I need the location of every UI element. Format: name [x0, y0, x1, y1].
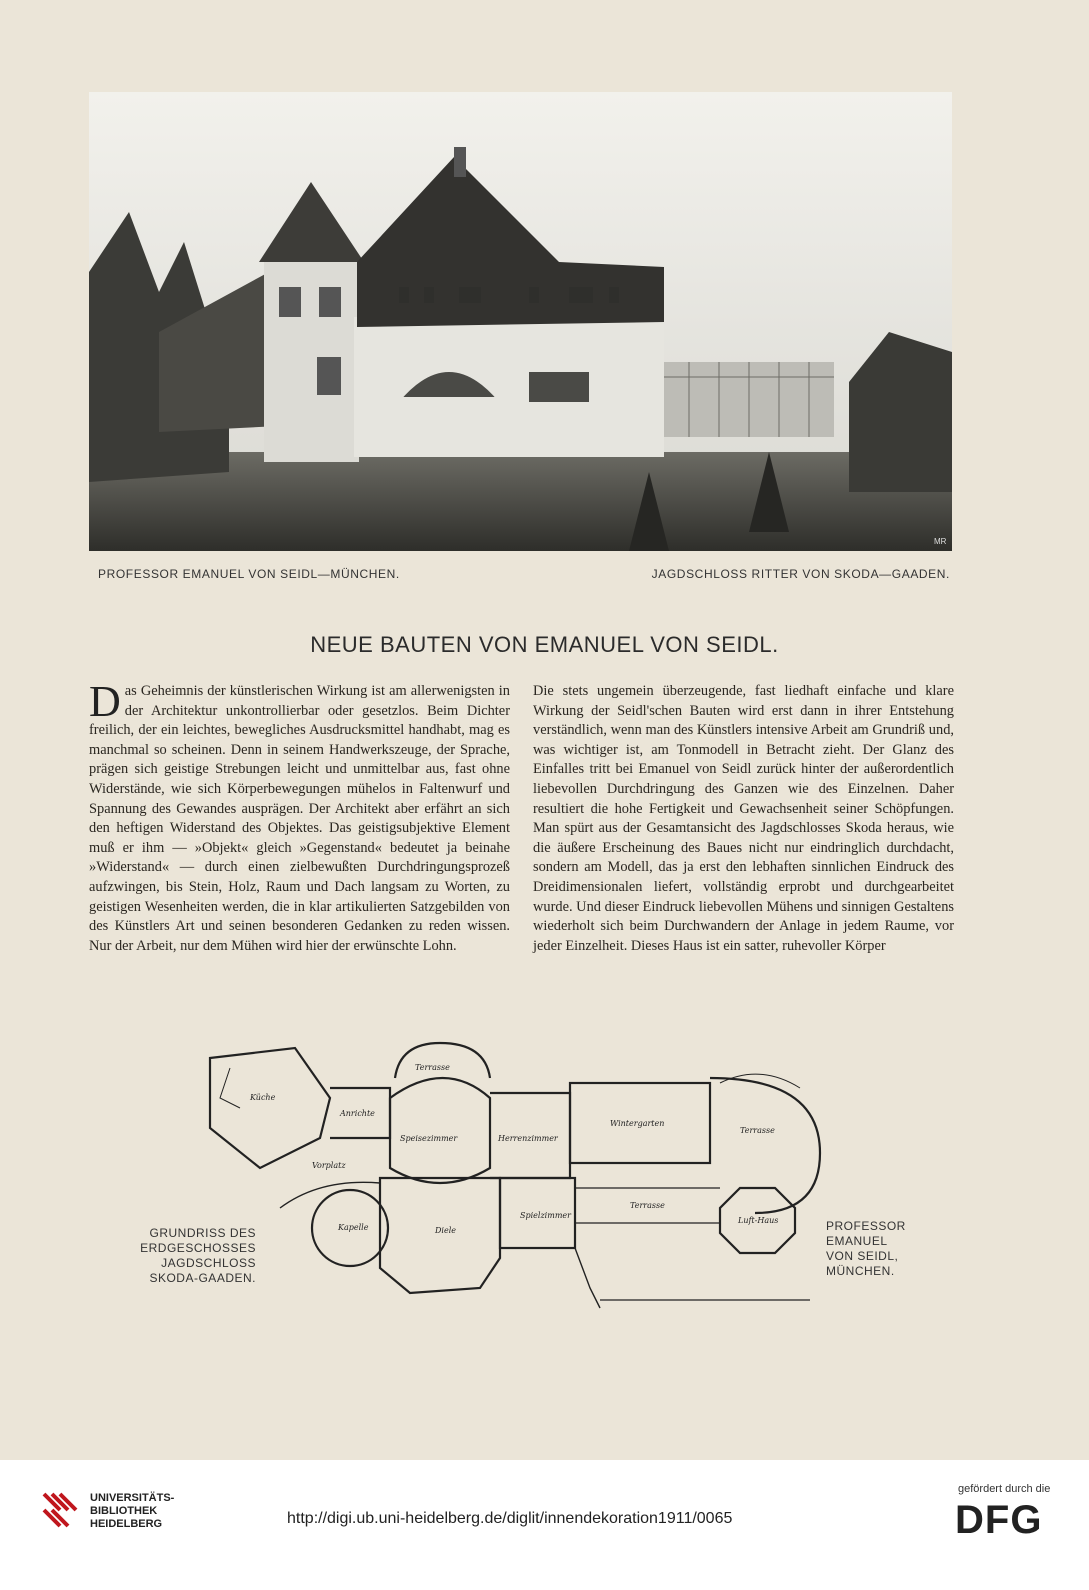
photo-monogram: MR: [934, 537, 947, 546]
label-diele: Diele: [435, 1226, 456, 1235]
caption-line: SKODA-GAADEN.: [149, 1271, 256, 1285]
floor-plan: [200, 1038, 840, 1320]
label-speisezimmer: Speisezimmer: [400, 1134, 458, 1143]
drop-cap: D: [89, 677, 121, 726]
caption-line: JAGDSCHLOSS: [161, 1256, 256, 1270]
caption-line: VON SEIDL,: [826, 1249, 899, 1263]
university-library-logo-icon: [40, 1490, 80, 1530]
article-column-left: [89, 677, 510, 956]
label-terrasse-mid: Terrasse: [630, 1201, 665, 1210]
label-kueche: Küche: [250, 1093, 276, 1102]
dfg-logo: DFG: [955, 1498, 1043, 1542]
label-herrenzimmer: Herrenzimmer: [498, 1134, 558, 1143]
digitization-footer: [0, 1460, 1089, 1590]
house-photograph: [89, 92, 952, 551]
article-title: NEUE BAUTEN VON EMANUEL VON SEIDL.: [310, 632, 779, 657]
floor-plan-caption-left: [136, 1226, 256, 1286]
label-terrasse-right: Terrasse: [740, 1126, 775, 1135]
caption-line: ERDGESCHOSSES: [140, 1241, 256, 1255]
caption-line: EMANUEL: [826, 1234, 888, 1248]
label-kapelle: Kapelle: [338, 1223, 369, 1232]
library-name: [90, 1492, 174, 1531]
label-terrasse-top: Terrasse: [415, 1063, 450, 1072]
library-name-line: HEIDELBERG: [90, 1518, 163, 1530]
caption-line: MÜNCHEN.: [826, 1264, 895, 1278]
library-name-line: BIBLIOTHEK: [90, 1505, 158, 1517]
label-lufthaus: Luft-Haus: [738, 1216, 779, 1225]
article-column-right: [533, 682, 954, 956]
caption-line: GRUNDRISS DES: [149, 1226, 256, 1240]
label-anrichte: Anrichte: [340, 1109, 375, 1118]
column-left-text: as Geheimnis der künstlerischen Wirkung ist am allerwenigsten in der Architektur unkontrollierbar oder gesetzlos. Beim Dichter freilich, der ein leichtes, bewegliches Ausdrucksmittel handhabt, mag es manchmal so scheinen. Denn in seinem Handwerkszeuge, der Sprache, prägen sich geistige Strebungen leicht und unmittelbar aus, fast ohne Widerstände, wie sich Körperbewegungen mühelos in Faltenwurf und Spannung des Gewandes ausprägen. Der Architekt aber erfährt an sich den heftigen Widerstand des Objektes. Das geistigsubjektive Element muß er ihm — »Objekt« gleich »Gegenstand« bedeutet ja beinahe »Widerstand« — durch einen zielbewußten Durchdringungsprozeß aufzwingen, bis Stein, Holz, Raum und Dach langsam zu Worten, zu geistigen Wesenheiten werden, die in klar artikulierten Satzgebilden von des Künstlers Art und seinen besonderen Gedanken zu reden wissen. Nur der Arbeit, nur dem Mühen wird hier der erwünschte Lohn.: [89, 683, 510, 954]
photo-caption-right: JAGDSCHLOSS RITTER VON SKODA—GAADEN.: [651, 567, 950, 581]
label-spielzimmer: Spielzimmer: [520, 1211, 571, 1220]
caption-line: PROFESSOR: [826, 1219, 906, 1233]
label-wintergarten: Wintergarten: [610, 1119, 665, 1128]
photo-caption-left: PROFESSOR EMANUEL VON SEIDL—MÜNCHEN.: [98, 567, 400, 581]
label-vorplatz: Vorplatz: [312, 1161, 346, 1170]
floor-plan-caption-right: [826, 1219, 926, 1279]
funded-by-label: gefördert durch die: [958, 1483, 1051, 1495]
column-right-text: Die stets ungemein überzeugende, fast liedhaft einfache und klare Wirkung der Seidl'schen Bauten wird erst dann in ihrer Entstehung verständlich, wenn man des Künstlers intensive Arbeit am Grundriß und, was wichtiger ist, am Tonmodell in Betracht zieht. Der Glanz des Einfalles tritt bei Emanuel von Seidl zurück hinter der außerordentlich liebevollen Durchdringung des Ganzen wie des Einzelnen. Daher resultiert die hohe Fertigkeit und Gewachsenheit seiner Schöpfungen. Man spürt aus der Gesamtansicht des Jagdschlosses Skoda heraus, wie die äußere Erscheinung des Baues nicht nur eindringlich durchdacht, sondern am Modell, das ja erst den lebhaften sinnlichen Eindruck des Dreidimensionalen liefert, vollständig erprobt und durchgearbeitet wurde. Und dieser Eindruck liebevollen Mühens und sinnigen Gestaltens wiederholt sich beim Durchwandern der Anlage in jedem Raume, vor jeder Einzelheit. Dieses Haus ist ein satter, ruhevoller Körper: [533, 683, 954, 954]
permalink[interactable]: http://digi.ub.uni-heidelberg.de/diglit/innendekoration1911/0065: [287, 1510, 733, 1527]
library-name-line: UNIVERSITÄTS-: [90, 1492, 175, 1504]
